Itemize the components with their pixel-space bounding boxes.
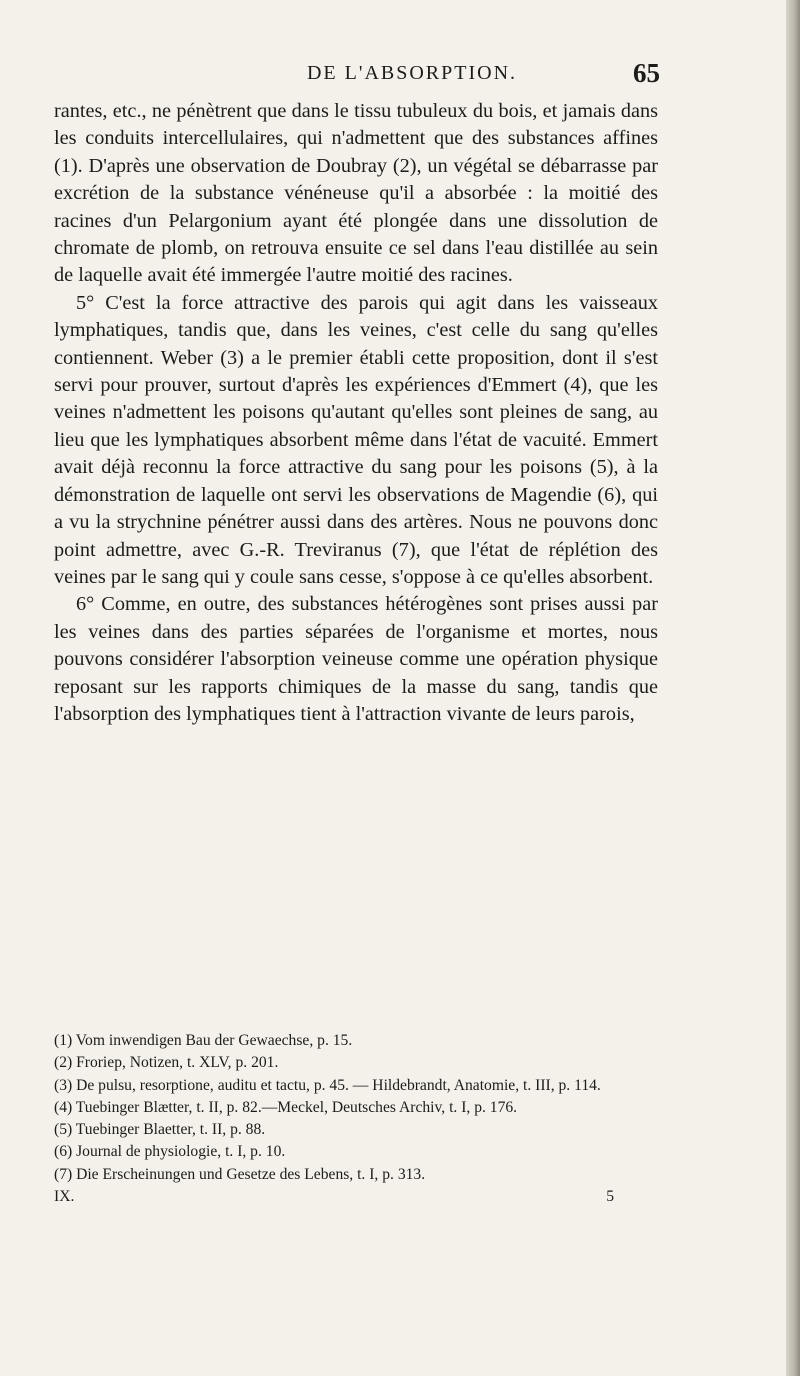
running-head: DE L'ABSORPTION. [306, 62, 518, 84]
body-text [54, 98, 658, 728]
paragraph-point-6: 6° Comme, en outre, des substances hétérogènes sont prises aussi par les veines dans des parties séparées de l'organisme et mortes, nous pouvons considérer l'absorption veineuse comme une opération physique reposant sur les rapports chimiques de la masse du sang, tandis que l'absorption des lymphatiques tient à l'attraction vivante de leurs parois, [54, 593, 658, 725]
signature-line [54, 1186, 614, 1208]
footnote-5: (5) Tuebinger Blaetter, t. II, p. 88. [54, 1121, 266, 1139]
footnote-1: (1) Vom inwendigen Bau der Gewaechse, p. 15. [54, 1032, 353, 1049]
book-edge [786, 0, 800, 1376]
footnote-2: (2) Froriep, Notizen, t. XLV, p. 201. [54, 1054, 279, 1072]
footnotes [54, 1030, 660, 1208]
paragraph-point-5: 5° C'est la force attractive des parois qui agit dans les vaisseaux lymphatiques, tandis que, dans les veines, c'est celle du sang qu'elles contiennent. Weber (3) a le premier établi cette proposition, dont il s'est servi pour prouver, surtout d'après les expériences d'Emmert (4), que les veines n'admettent les poisons qu'autant qu'elles sont pleines de sang, au lieu que les lymphatiques absorbent même dans l'état de vacuité. Emmert avait déjà reconnu la force attractive du sang pour les poisons (5), à la démonstration de laquelle ont servi les observations de Magendie (6), qui a vu la strychnine pénétrer aussi dans des artères. Nous ne pouvons donc point admettre, avec G.-R. Treviranus (7), que l'état de réplétion des veines par le sang qui y coule sans cesse, s'oppose à ce qu'elles absorbent. [54, 291, 658, 588]
footnote-3: (3) De pulsu, resorptione, auditu et tactu, p. 45. — Hildebrandt, Anatomie, t. III, p. 114. [54, 1076, 601, 1094]
footnote-7: (7) Die Erscheinungen und Gesetze des Lebens, t. I, p. 313. [54, 1165, 426, 1183]
footnote-4: (4) Tuebinger Blætter, t. II, p. 82.—Meckel, Deutsches Archiv, t. I, p. 176. [54, 1098, 518, 1116]
sheet-mark: 5 [606, 1188, 614, 1206]
footnote-6: (6) Journal de physiologie, t. I, p. 10. [54, 1143, 286, 1161]
volume-mark: IX. [54, 1188, 75, 1206]
paragraph-continuation: rantes, etc., ne pénètrent que dans le tissu tubuleux du bois, et jamais dans les conduits intercellulaires, qui n'admettent que des substances affines (1). D'après une observation de Doubray (2), un végétal se débarrasse par excrétion de la substance vénéneuse qu'il a absorbée : la moitié des racines d'un Pelargonium ayant été plongée dans une dissolution de chromate de plomb, on retrouva ensuite ce sel dans l'eau distillée au sein de laquelle avait été immergée l'autre moitié des racines. [54, 100, 658, 287]
page-number: 65 [633, 58, 660, 88]
page-header [0, 58, 660, 96]
